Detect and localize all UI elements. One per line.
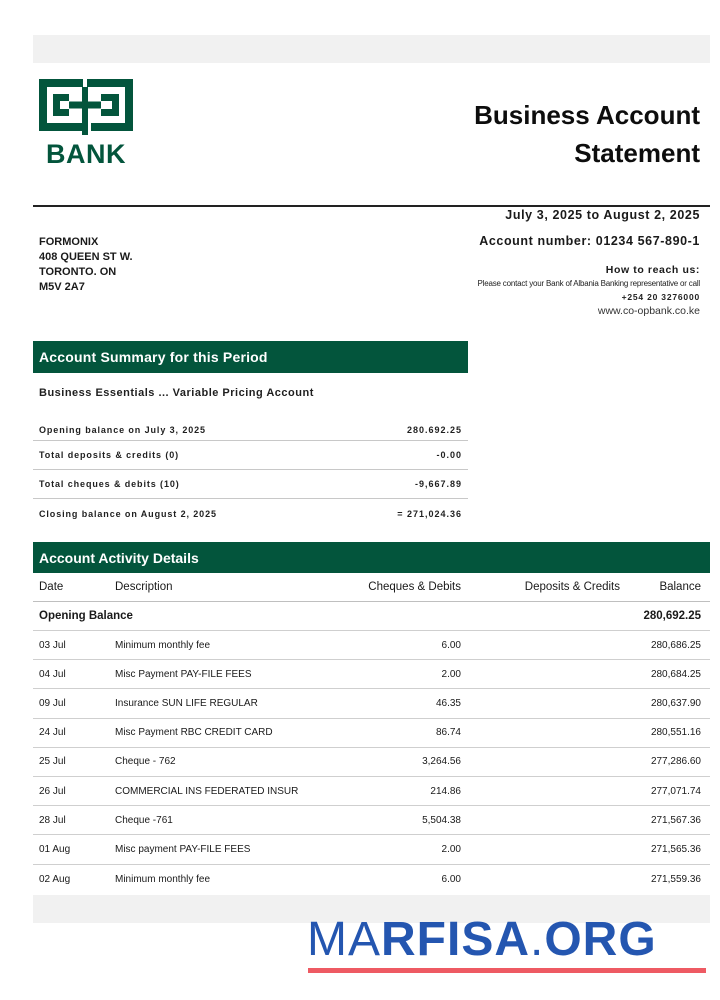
postal-code: M5V 2A7 — [39, 281, 85, 293]
row-description: Minimum monthly fee — [115, 639, 211, 651]
summary-label: Closing balance on August 2, 2025 — [39, 509, 217, 519]
summary-row-opening — [33, 420, 468, 441]
row-description: Cheque -761 — [115, 814, 173, 826]
summary-table — [33, 420, 468, 529]
row-debit: 6.00 — [441, 873, 461, 885]
row-balance: 280,686.25 — [650, 639, 701, 651]
column-header-date: Date — [39, 581, 64, 593]
column-header-description: Description — [115, 581, 173, 593]
summary-row-debits — [33, 470, 468, 499]
contact-phone: +254 20 3276000 — [621, 292, 700, 302]
row-description: COMMERCIAL INS FEDERATED INSUR — [115, 785, 299, 797]
row-balance: 271,559.36 — [650, 873, 701, 885]
row-balance: 280,684.25 — [650, 668, 701, 680]
row-date: 28 Jul — [39, 814, 66, 826]
statement-period: July 3, 2025 to August 2, 2025 — [505, 208, 700, 222]
address-line-2: TORONTO. ON — [39, 266, 117, 278]
row-date: 25 Jul — [39, 756, 66, 768]
customer-name: FORMONIX — [39, 236, 99, 248]
account-number: Account number: 01234 567-890-1 — [479, 234, 700, 248]
row-description: Cheque - 762 — [115, 756, 176, 768]
row-balance: 280,551.16 — [650, 727, 701, 739]
title-line-1: Business Account — [474, 100, 700, 130]
row-balance: 277,071.74 — [650, 785, 701, 797]
opening-balance-value: 280,692.25 — [643, 610, 701, 622]
table-row — [33, 777, 710, 806]
header-divider — [33, 205, 710, 207]
summary-value: -9,667.89 — [414, 479, 462, 489]
table-row — [33, 719, 710, 748]
contact-website[interactable]: www.co-opbank.co.ke — [597, 305, 700, 317]
row-debit: 3,264.56 — [422, 756, 461, 768]
table-row — [33, 865, 710, 894]
row-debit: 2.00 — [441, 668, 461, 680]
summary-value: -0.00 — [436, 450, 462, 460]
summary-value: 280.692.25 — [406, 425, 462, 435]
table-row — [33, 806, 710, 835]
row-description: Misc Payment PAY-FILE FEES — [115, 668, 252, 680]
watermark-part: ORG — [544, 913, 657, 966]
table-row — [33, 748, 710, 777]
row-balance: 271,567.36 — [650, 814, 701, 826]
row-debit: 86.74 — [435, 727, 461, 739]
table-row — [33, 835, 710, 864]
page-title — [474, 96, 700, 172]
opening-balance-row — [33, 602, 710, 631]
table-row — [33, 631, 710, 660]
row-description: Minimum monthly fee — [115, 873, 211, 885]
row-debit: 46.35 — [435, 697, 461, 709]
row-description: Misc Payment RBC CREDIT CARD — [115, 727, 273, 739]
activity-section-title: Account Activity Details — [39, 549, 199, 566]
summary-row-deposits — [33, 441, 468, 470]
account-type: Business Essentials ... Variable Pricing Account — [39, 387, 314, 399]
column-header-debits: Cheques & Debits — [368, 581, 461, 593]
watermark-part: . — [530, 913, 545, 966]
summary-section-title: Account Summary for this Period — [39, 349, 268, 365]
logo-text: BANK — [46, 139, 126, 165]
row-date: 26 Jul — [39, 785, 66, 797]
row-balance: 280,637.90 — [650, 697, 701, 709]
summary-label: Opening balance on July 3, 2025 — [39, 425, 206, 435]
summary-section-header — [33, 341, 468, 373]
row-date: 04 Jul — [39, 668, 66, 680]
contact-text: Please contact your Bank of Albania Banking representative or call — [477, 279, 700, 288]
customer-address — [39, 235, 133, 295]
row-balance: 271,565.36 — [650, 843, 701, 855]
table-header-row — [33, 573, 710, 602]
table-row — [33, 689, 710, 718]
title-line-2: Statement — [574, 138, 700, 168]
activity-section-header — [33, 542, 710, 573]
column-header-credits: Deposits & Credits — [524, 581, 620, 593]
row-debit: 214.86 — [430, 785, 461, 797]
summary-label: Total cheques & debits (10) — [39, 479, 180, 489]
row-debit: 5,504.38 — [422, 814, 461, 826]
row-debit: 6.00 — [441, 639, 461, 651]
summary-value: = 271,024.36 — [397, 509, 462, 519]
contact-title: How to reach us: — [605, 264, 700, 276]
watermark-part: RFISA — [381, 913, 530, 966]
row-description: Misc payment PAY-FILE FEES — [115, 843, 251, 855]
row-description: Insurance SUN LIFE REGULAR — [115, 697, 258, 709]
summary-row-closing — [33, 499, 468, 529]
row-debit: 2.00 — [441, 843, 461, 855]
co-op-bank-logo-icon — [35, 77, 137, 165]
watermark — [307, 912, 657, 968]
row-balance: 277,286.60 — [650, 756, 701, 768]
activity-table — [33, 573, 710, 894]
row-date: 24 Jul — [39, 727, 66, 739]
top-band — [33, 35, 710, 63]
row-date: 09 Jul — [39, 697, 66, 709]
row-date: 01 Aug — [39, 843, 71, 855]
watermark-underline — [308, 968, 706, 973]
opening-balance-label: Opening Balance — [39, 610, 133, 622]
watermark-part: MA — [307, 913, 381, 966]
address-line-1: 408 QUEEN ST W. — [39, 251, 133, 263]
summary-label: Total deposits & credits (0) — [39, 450, 180, 460]
table-row — [33, 660, 710, 689]
row-date: 02 Aug — [39, 873, 71, 885]
row-date: 03 Jul — [39, 639, 66, 651]
column-header-balance: Balance — [659, 581, 701, 593]
